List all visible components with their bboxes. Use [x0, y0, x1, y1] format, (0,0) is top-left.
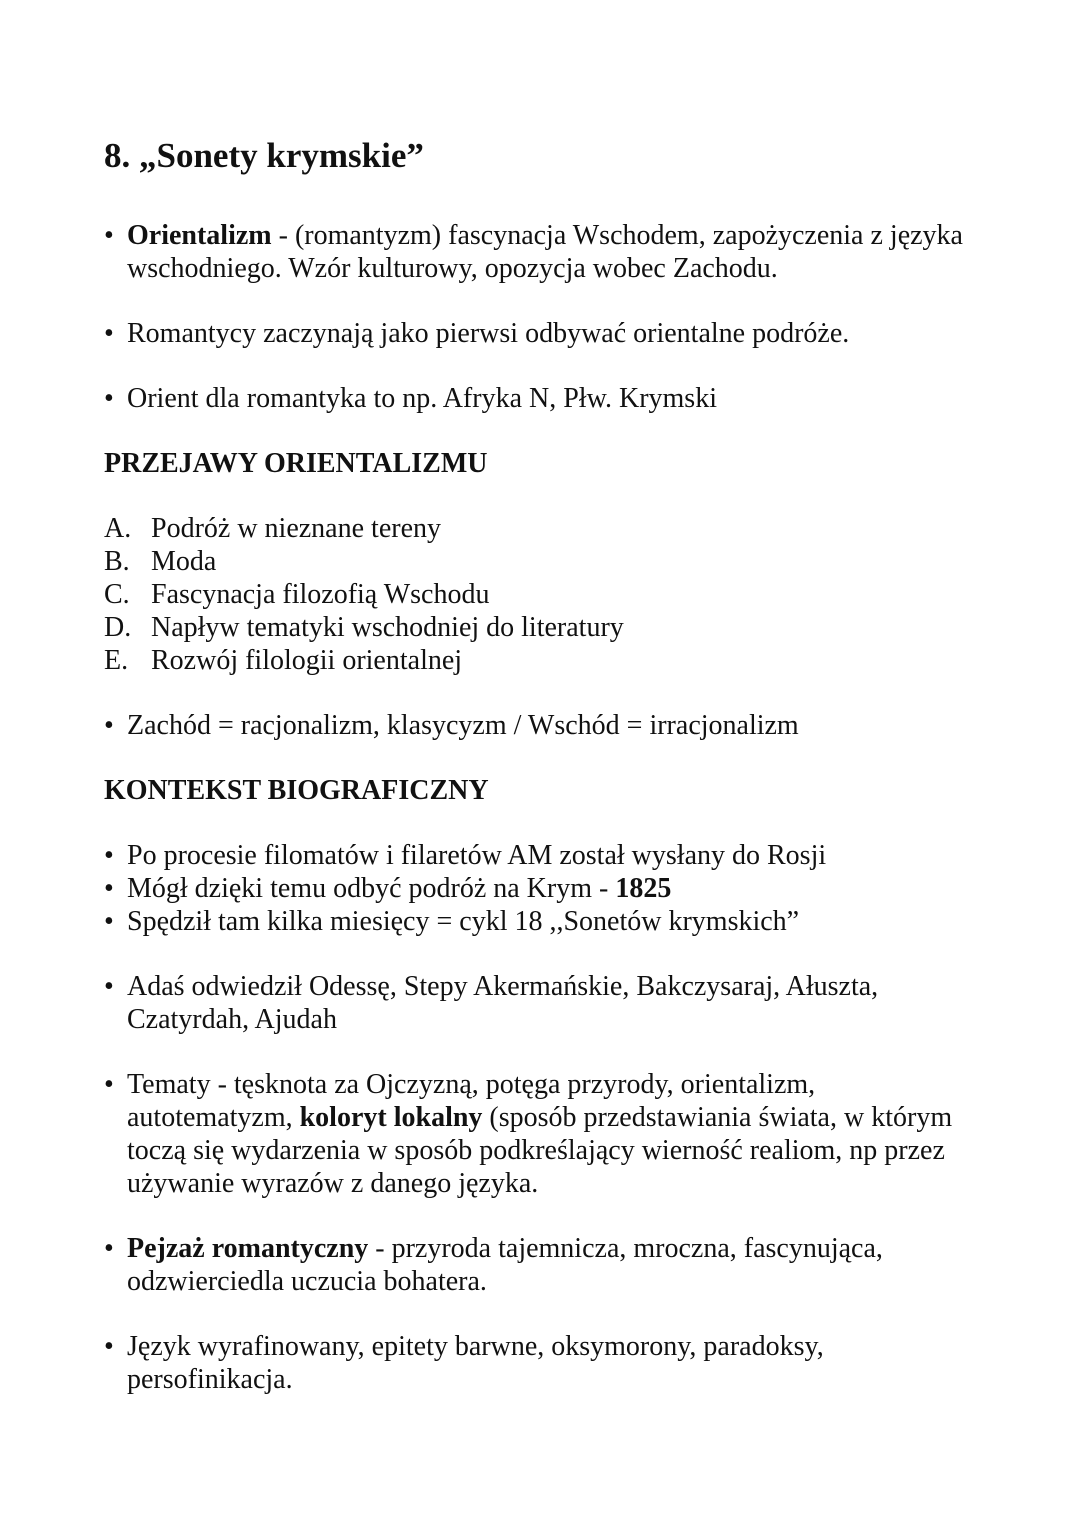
list-text: Fascynacja filozofią Wschodu: [151, 579, 490, 610]
bullet-icon: •: [104, 1233, 114, 1264]
bullet-icon: •: [104, 318, 114, 349]
bullet-icon: •: [104, 971, 114, 1002]
definition-romantic-landscape: - przyroda tajemnicza, mroczna, fascynująca, odzwierciedla uczucia bohatera.: [127, 1233, 883, 1297]
list-item: [104, 545, 984, 578]
bullet-text: Orient dla romantyka to np. Afryka N, Płw. Krymski: [127, 383, 717, 414]
list-item: [104, 512, 984, 545]
document-page: [104, 130, 984, 1396]
bullet-icon: •: [104, 220, 114, 251]
bullet-trial: [104, 839, 984, 872]
bullet-text: Po procesie filomatów i filaretów AM został wysłany do Rosji: [127, 840, 827, 871]
bullet-text: Tematy - tęsknota za Ojczyzną, potęga przyrody, orientalizm, autotematyzm,: [127, 1069, 816, 1133]
bullet-crimea-trip: [104, 872, 984, 905]
bullet-themes: [104, 1068, 984, 1200]
list-item: [104, 578, 984, 611]
bullet-orientalism: [104, 219, 984, 285]
bullet-text: Język wyrafinowany, epitety barwne, oksymorony, paradoksy, persofinikacja.: [127, 1331, 824, 1395]
bullet-icon: •: [104, 873, 114, 904]
biography-list: [104, 839, 984, 938]
list-letter: B.: [104, 546, 130, 577]
manifestations-list: [104, 512, 984, 677]
bullet-icon: •: [104, 906, 114, 937]
trip-year: 1825: [615, 873, 672, 904]
bullet-icon: •: [104, 1331, 114, 1362]
list-text: Podróż w nieznane tereny: [151, 513, 441, 544]
list-text: Napływ tematyki wschodniej do literatury: [151, 612, 624, 643]
bullet-text: Mógł dzięki temu odbyć podróż na Krym -: [127, 873, 616, 904]
term-local-color: koloryt lokalny: [299, 1102, 483, 1133]
bullet-text: Spędził tam kilka miesięcy = cykl 18 ,,Sonetów krymskich”: [127, 906, 800, 937]
term-orientalism: Orientalizm: [127, 220, 272, 251]
bullet-orient-places: [104, 382, 984, 415]
list-text: Rozwój filologii orientalnej: [151, 645, 463, 676]
list-letter: C.: [104, 579, 130, 610]
bullet-icon: •: [104, 1069, 114, 1100]
list-text: Moda: [151, 546, 217, 577]
bullet-text: Zachód = racjonalizm, klasycyzm / Wschód = irracjonalizm: [127, 710, 799, 741]
list-item: [104, 611, 984, 644]
bullet-text: Adaś odwiedził Odessę, Stepy Akermańskie, Bakczysaraj, Ałuszta, Czatyrdah, Ajudah: [127, 971, 879, 1035]
page-title: 8. „Sonety krymskie”: [104, 136, 424, 175]
bullet-text: Romantycy zaczynają jako pierwsi odbywać orientalne podróże.: [127, 318, 850, 349]
bullet-icon: •: [104, 383, 114, 414]
bullet-romantic-landscape: [104, 1232, 984, 1298]
list-item: [104, 644, 984, 677]
section-heading-biography: KONTEKST BIOGRAFICZNY: [104, 775, 489, 806]
bullet-romantics-travel: [104, 317, 984, 350]
bullet-west-east: [104, 709, 984, 742]
bullet-icon: •: [104, 840, 114, 871]
list-letter: D.: [104, 612, 132, 643]
bullet-icon: •: [104, 710, 114, 741]
section-heading-manifestations: PRZEJAWY ORIENTALIZMU: [104, 448, 488, 479]
definition-local-color: (sposób przedstawiania świata, w którym toczą się wydarzenia w sposób podkreślający wierność realiom, np przez używanie wyrazów z danego języka.: [127, 1102, 953, 1199]
bullet-language: [104, 1330, 984, 1396]
term-romantic-landscape: Pejzaż romantyczny: [127, 1233, 369, 1264]
bullet-places-visited: [104, 970, 984, 1036]
bullet-cycle: [104, 905, 984, 938]
definition-orientalism: - (romantyzm) fascynacja Wschodem, zapożyczenia z języka wschodniego. Wzór kulturowy, opozycja wobec Zachodu.: [127, 220, 963, 284]
list-letter: E.: [104, 645, 129, 676]
list-letter: A.: [104, 513, 132, 544]
